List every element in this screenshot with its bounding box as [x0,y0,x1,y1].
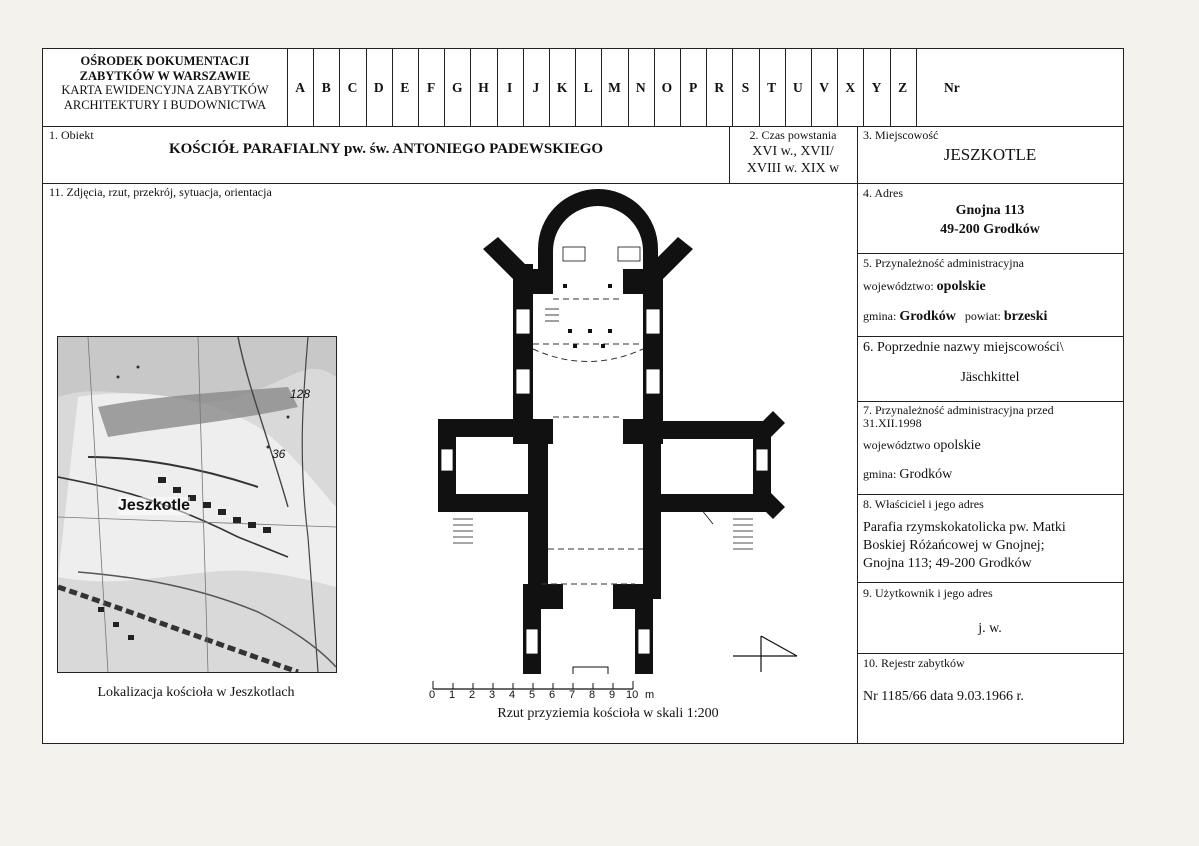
letter-cell-m: M [608,80,621,95]
przynaleznosc-przed-label2: 31.XII.1998 [863,416,922,430]
scale-tick-2: 2 [469,689,476,701]
scale-tick-8: 8 [589,689,596,701]
przed-woj-value: opolskie [933,438,981,453]
woj-value: opolskie [936,279,986,294]
letter-cell-b: B [321,80,331,95]
powiat-value: brzeski [1003,309,1048,324]
institution-line4: ARCHITEKTURY I BUDOWNICTWA [63,97,267,112]
przynaleznosc-przed-label1: 7. Przynależność administracyjna przed [863,403,1054,417]
north-arrow-icon [731,634,801,674]
location-map [57,336,337,673]
przed-gmina-value: Grodków [899,467,953,482]
map-elevation-128: 128 [290,387,311,401]
scale-tick-4: 4 [509,689,516,701]
miejscowosc-value: JESZKOTLE [943,145,1037,164]
woj-row [863,279,986,295]
letter-cell-f: F [426,80,436,95]
letter-cell-u: U [793,80,803,95]
wlasciciel-line2: Boskiej Różańcowej w Gnojnej; [863,538,1045,553]
czas-line2: XVIII w. XIX w [746,161,840,176]
przynaleznosc-label: 5. Przynależność administracyjna [863,256,1024,270]
letter-cell-s: S [741,80,750,95]
obiekt-label: 1. Obiekt [49,128,94,142]
letter-cell-i: I [507,80,513,95]
plan-caption: Rzut przyziemia kościoła w skali 1:200 [497,706,719,721]
scale-tick-10: 10 [626,689,639,701]
poprzednie-value: Jäschkittel [960,370,1020,385]
letter-cell-p: P [688,80,698,95]
gmina-row [863,309,1047,325]
powiat-label: powiat: [964,309,1001,323]
czas-value [729,143,857,177]
czas-label: 2. Czas powstania [749,128,837,142]
letter-cell-o: O [661,80,673,95]
letter-cell-h: H [478,80,489,95]
letter-cell-c: C [347,80,358,95]
scale-tick-1: 1 [449,689,456,701]
poprzednie-label: 6. Poprzednie nazwy miejscowości\ [863,340,1064,355]
institution-line1: OŚRODEK DOKUMENTACJI [80,54,250,68]
przed-gmina-row [863,467,952,483]
letter-cell-j: J [532,80,540,95]
scale-tick-5: 5 [529,689,536,701]
woj-label: województwo: [863,279,934,293]
rejestr-label: 10. Rejestr zabytków [863,656,965,670]
adres-line2: 49-200 Grodków [940,222,1040,237]
scale-unit: m [645,689,655,701]
wlasciciel-label: 8. Właściciel i jego adres [863,497,984,511]
przed-woj-row [863,438,981,454]
gmina-label: gmina: [863,309,897,323]
letter-cell-n: N [635,80,646,95]
letter-cell-d: D [373,80,384,95]
przed-gmina-label: gmina: [863,467,897,481]
miejscowosc-label: 3. Miejscowość [863,128,939,142]
letter-cell-v: V [819,80,829,95]
nr-label: Nr [944,80,960,95]
map-caption: Lokalizacja kościoła w Jeszkotlach [97,685,295,700]
gmina-value: Grodków [899,309,956,324]
zdjecia-label: 11. Zdjęcia, rzut, przekrój, sytuacja, orientacja [49,185,272,199]
wlasciciel-line1: Parafia rzymskokatolicka pw. Matki [863,520,1066,535]
letter-cell-z: Z [898,80,908,95]
scale-tick-9: 9 [609,689,616,701]
institution-header [43,49,287,126]
scale-tick-0: 0 [429,689,436,701]
letter-cell-g: G [452,80,463,95]
scale-bar [431,677,661,705]
letter-cell-l: L [583,80,593,95]
uzytkownik-label: 9. Użytkownik i jego adres [863,586,993,600]
letter-cell-e: E [400,80,410,95]
adres-line1: Gnojna 113 [955,203,1025,218]
map-elevation-36: 36 [272,447,286,461]
letter-cell-x: X [845,80,856,95]
obiekt-value: KOŚCIÓŁ PARAFIALNY pw. św. ANTONIEGO PADEWSKIEGO [168,141,604,157]
letter-cell-k: K [556,80,568,95]
scale-tick-7: 7 [569,689,576,701]
wlasciciel-value [863,519,1066,573]
letter-cell-r: R [714,80,725,95]
institution-line3: KARTA EWIDENCYJNA ZABYTKÓW [61,83,269,97]
przynaleznosc-przed-label [863,404,1054,430]
letter-cell-y: Y [871,80,882,95]
rejestr-value: Nr 1185/66 data 9.03.1966 r. [863,689,1024,704]
adres-label: 4. Adres [863,186,903,200]
scale-tick-6: 6 [549,689,556,701]
letter-cell-t: T [767,80,777,95]
adres-value [857,201,1123,239]
wlasciciel-line3: Gnojna 113; 49-200 Grodków [863,556,1032,571]
przed-woj-label: województwo [863,438,931,452]
heritage-record-card [42,48,1124,744]
letter-cell-a: A [295,80,305,95]
uzytkownik-value: j. w. [978,621,1002,636]
czas-line1: XVI w., XVII/ [752,144,834,159]
floor-plan [423,189,803,674]
map-place-label: Jeszkotle [118,497,191,514]
scale-tick-3: 3 [489,689,496,701]
institution-line2: ZABYTKÓW W WARSZAWIE [79,68,251,83]
